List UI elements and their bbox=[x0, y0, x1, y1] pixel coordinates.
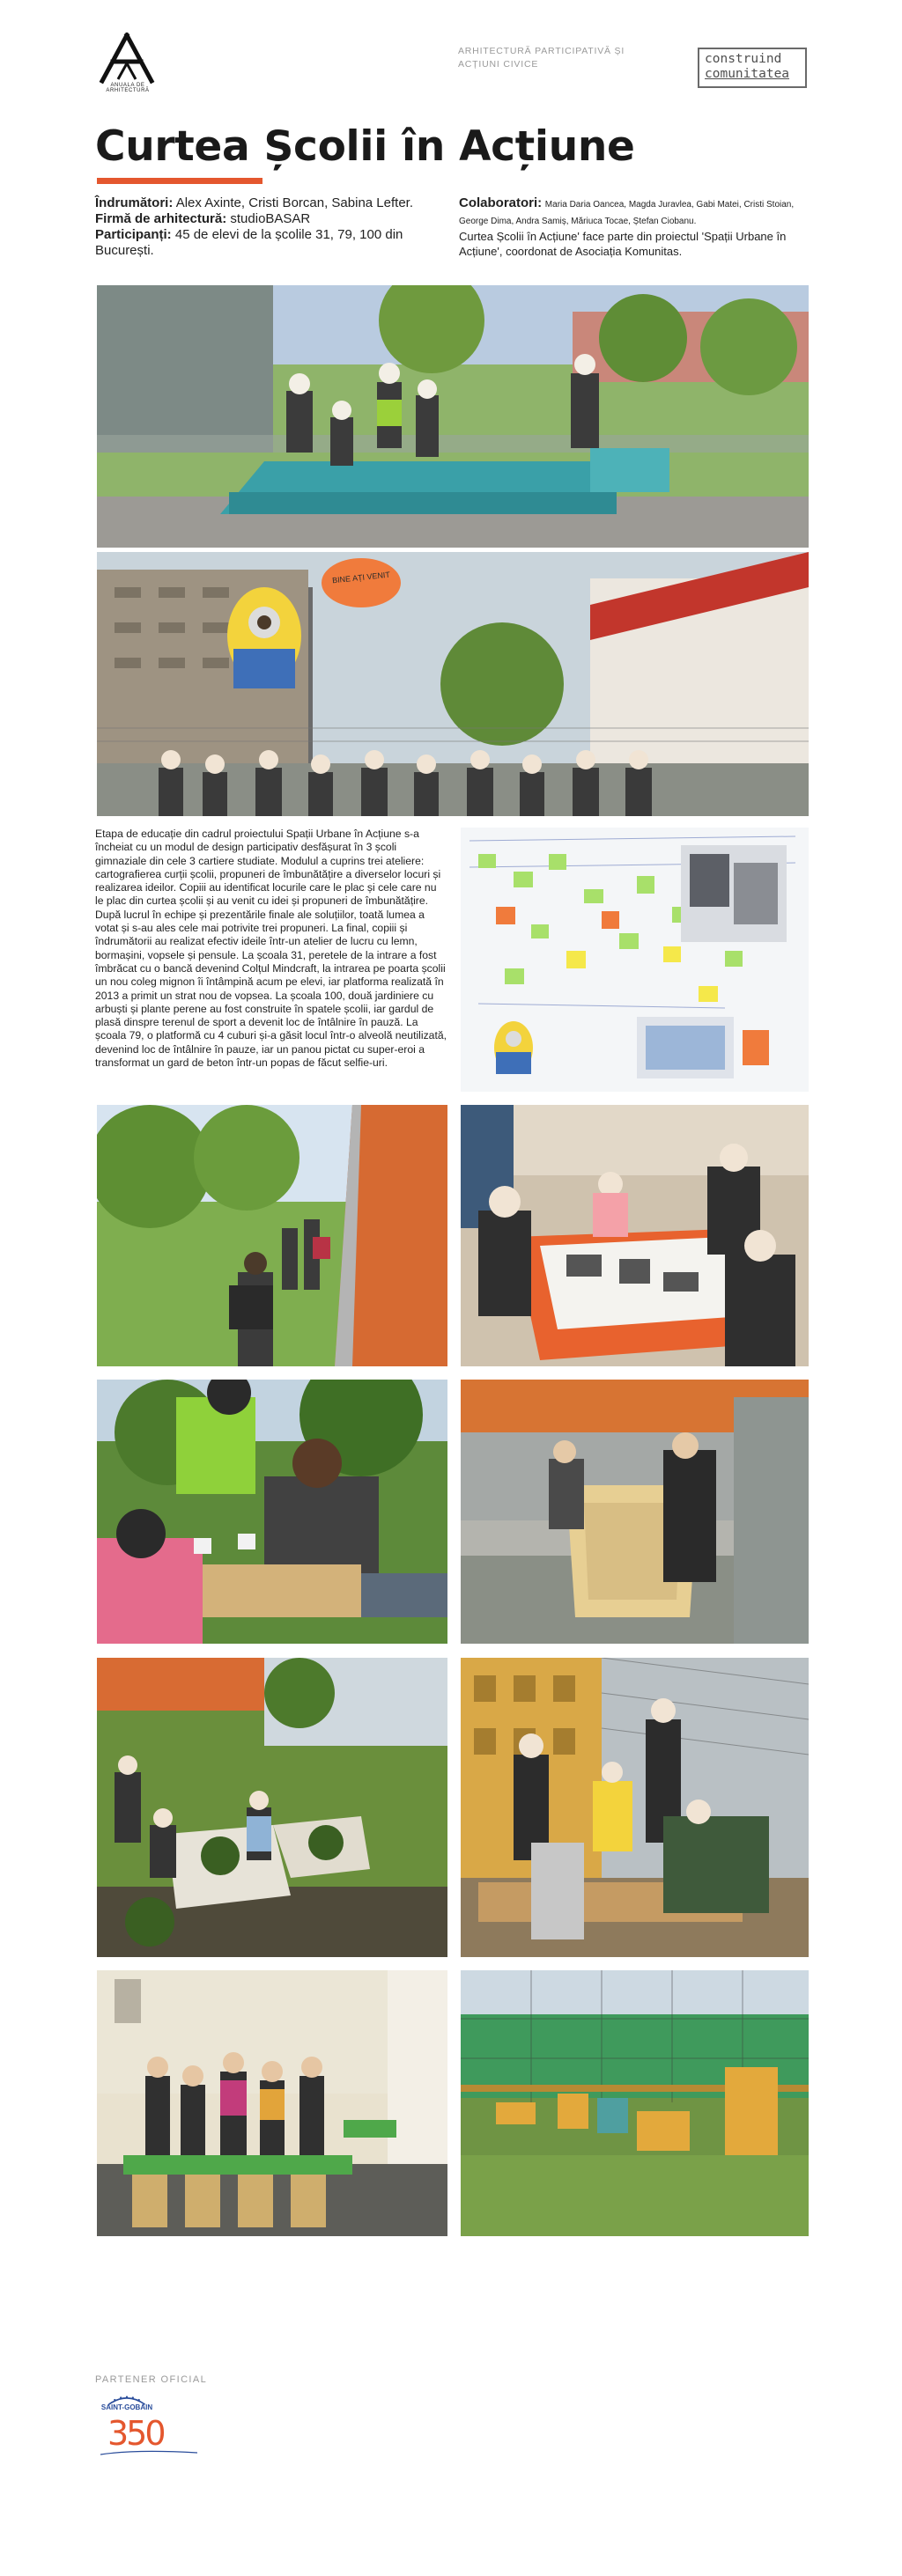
photo-sticky-note-board bbox=[461, 828, 809, 1092]
photo-fence-workshop bbox=[461, 1658, 809, 1957]
title-underline bbox=[97, 178, 262, 184]
photo-yellow-benches bbox=[461, 1970, 809, 2236]
mural-sign-text: BINE AȚI VENIT bbox=[331, 570, 391, 585]
collaborators-label: Colaboratori: bbox=[459, 195, 543, 210]
construind-comunitatea-logo bbox=[698, 48, 807, 88]
mentors-value: Alex Axinte, Cristi Borcan, Sabina Lefter. bbox=[175, 195, 413, 210]
firm-value: studioBASAR bbox=[230, 211, 311, 226]
firm-line bbox=[95, 211, 456, 227]
sponsor-underline-icon bbox=[100, 2449, 197, 2458]
collaborators-line bbox=[459, 195, 811, 229]
project-note: Curtea Școlii în Acțiune' face parte din proiectul 'Spații Urbane în Acțiune', coordonat de Asociația Komunitas. bbox=[459, 230, 787, 258]
credits-right bbox=[459, 195, 811, 259]
header-tagline: ARHITECTURĂ PARTICIPATIVĂ ȘI ACȚIUNI CIVICE bbox=[458, 46, 625, 70]
partner-label: PARTENER OFICIAL bbox=[95, 2374, 208, 2385]
project-description: Etapa de educație din cadrul proiectului Spații Urbane în Acțiune s-a încheiat cu un modul de design participativ desfășurat în 3 școli gimnaziale din cele 3 cartiere studiate. Modulul a cuprins trei ateliere: cartografierea curții școlii, propuneri de îmbunătățire a diverselor locuri și realizarea ideilor. Copiii au identificat locurile care le plac și cele care nu le plac din curtea școlii și au venit cu idei și propuneri de îmbunătățire. După lucrul în echipe și prezentările finale ale soluțiilor, toată lumea a votat și s-au ales cele mai potrivite trei propuneri. La final, copiii și îndrumătorii au realizat efectiv ideile într-un atelier de lucru cu lemn, bormașini, vopsele și pensule. La școala 31, peretele de la intrare a fost îmbrăcat cu o bancă devenind Colțul Mindcraft, la intrarea pe poarta școlii un nou coleg mignon îi întâmpină acum pe elevi, iar platforma realizată în 2013 a primit un strat nou de vopsea. La școala 100, două jardiniere cu arbuști și plante perene au fost construite în spatele școlii, iar gardul de plasă dinspre terenul de sport a devenit loc de întâlnire în pauză. La școala 79, o platformă cu 4 cuburi și-a găsit locul într-o alveolă neutilizată, devenind loc de întâlnire în pauze, iar un panou pictat cu super-eroi a transformat un gard de beton într-un popas de făcut selfie-uri. bbox=[95, 828, 447, 1070]
saint-gobain-arch-icon bbox=[100, 2395, 153, 2405]
photo-kids-on-bench bbox=[97, 285, 809, 548]
photo-kids-drilling bbox=[97, 1380, 447, 1644]
mentors-label: Îndrumători: bbox=[95, 195, 174, 210]
collaborators-value: Maria Daria Oancea, Magda Juravlea, Gabi Matei, Cristi Stoian, George Dima, Andra Samiș, Măriuca Tocae, Ștefan Ciobanu. bbox=[459, 200, 795, 226]
mentors-line bbox=[95, 195, 456, 211]
photo-workshop-table bbox=[461, 1105, 809, 1366]
participants-line bbox=[95, 227, 456, 259]
photo-kids-walking bbox=[97, 1105, 447, 1366]
photo-green-platform bbox=[97, 1970, 447, 2236]
firm-label: Firmă de arhitectură: bbox=[95, 211, 227, 226]
participants-value: 45 de elevi de la școlile 31, 79, 100 din București. bbox=[95, 227, 403, 258]
sponsor-350-mark: 350 bbox=[107, 2414, 164, 2453]
cc-logo-line2: comunitatea bbox=[705, 67, 790, 81]
photo-building-box bbox=[461, 1380, 809, 1644]
credits-left bbox=[95, 195, 456, 259]
photo-planters bbox=[97, 1658, 447, 1957]
logo-caption: ANUALA DE ARHITECTURĂ bbox=[106, 83, 150, 93]
page-title: Curtea Școlii în Acțiune bbox=[95, 122, 635, 171]
participants-label: Participanți: bbox=[95, 227, 172, 242]
cc-logo-line1: construind bbox=[705, 52, 782, 66]
photo-group-minion-mural bbox=[97, 552, 809, 816]
sponsor-name: SAINT-GOBAIN bbox=[100, 2403, 153, 2411]
